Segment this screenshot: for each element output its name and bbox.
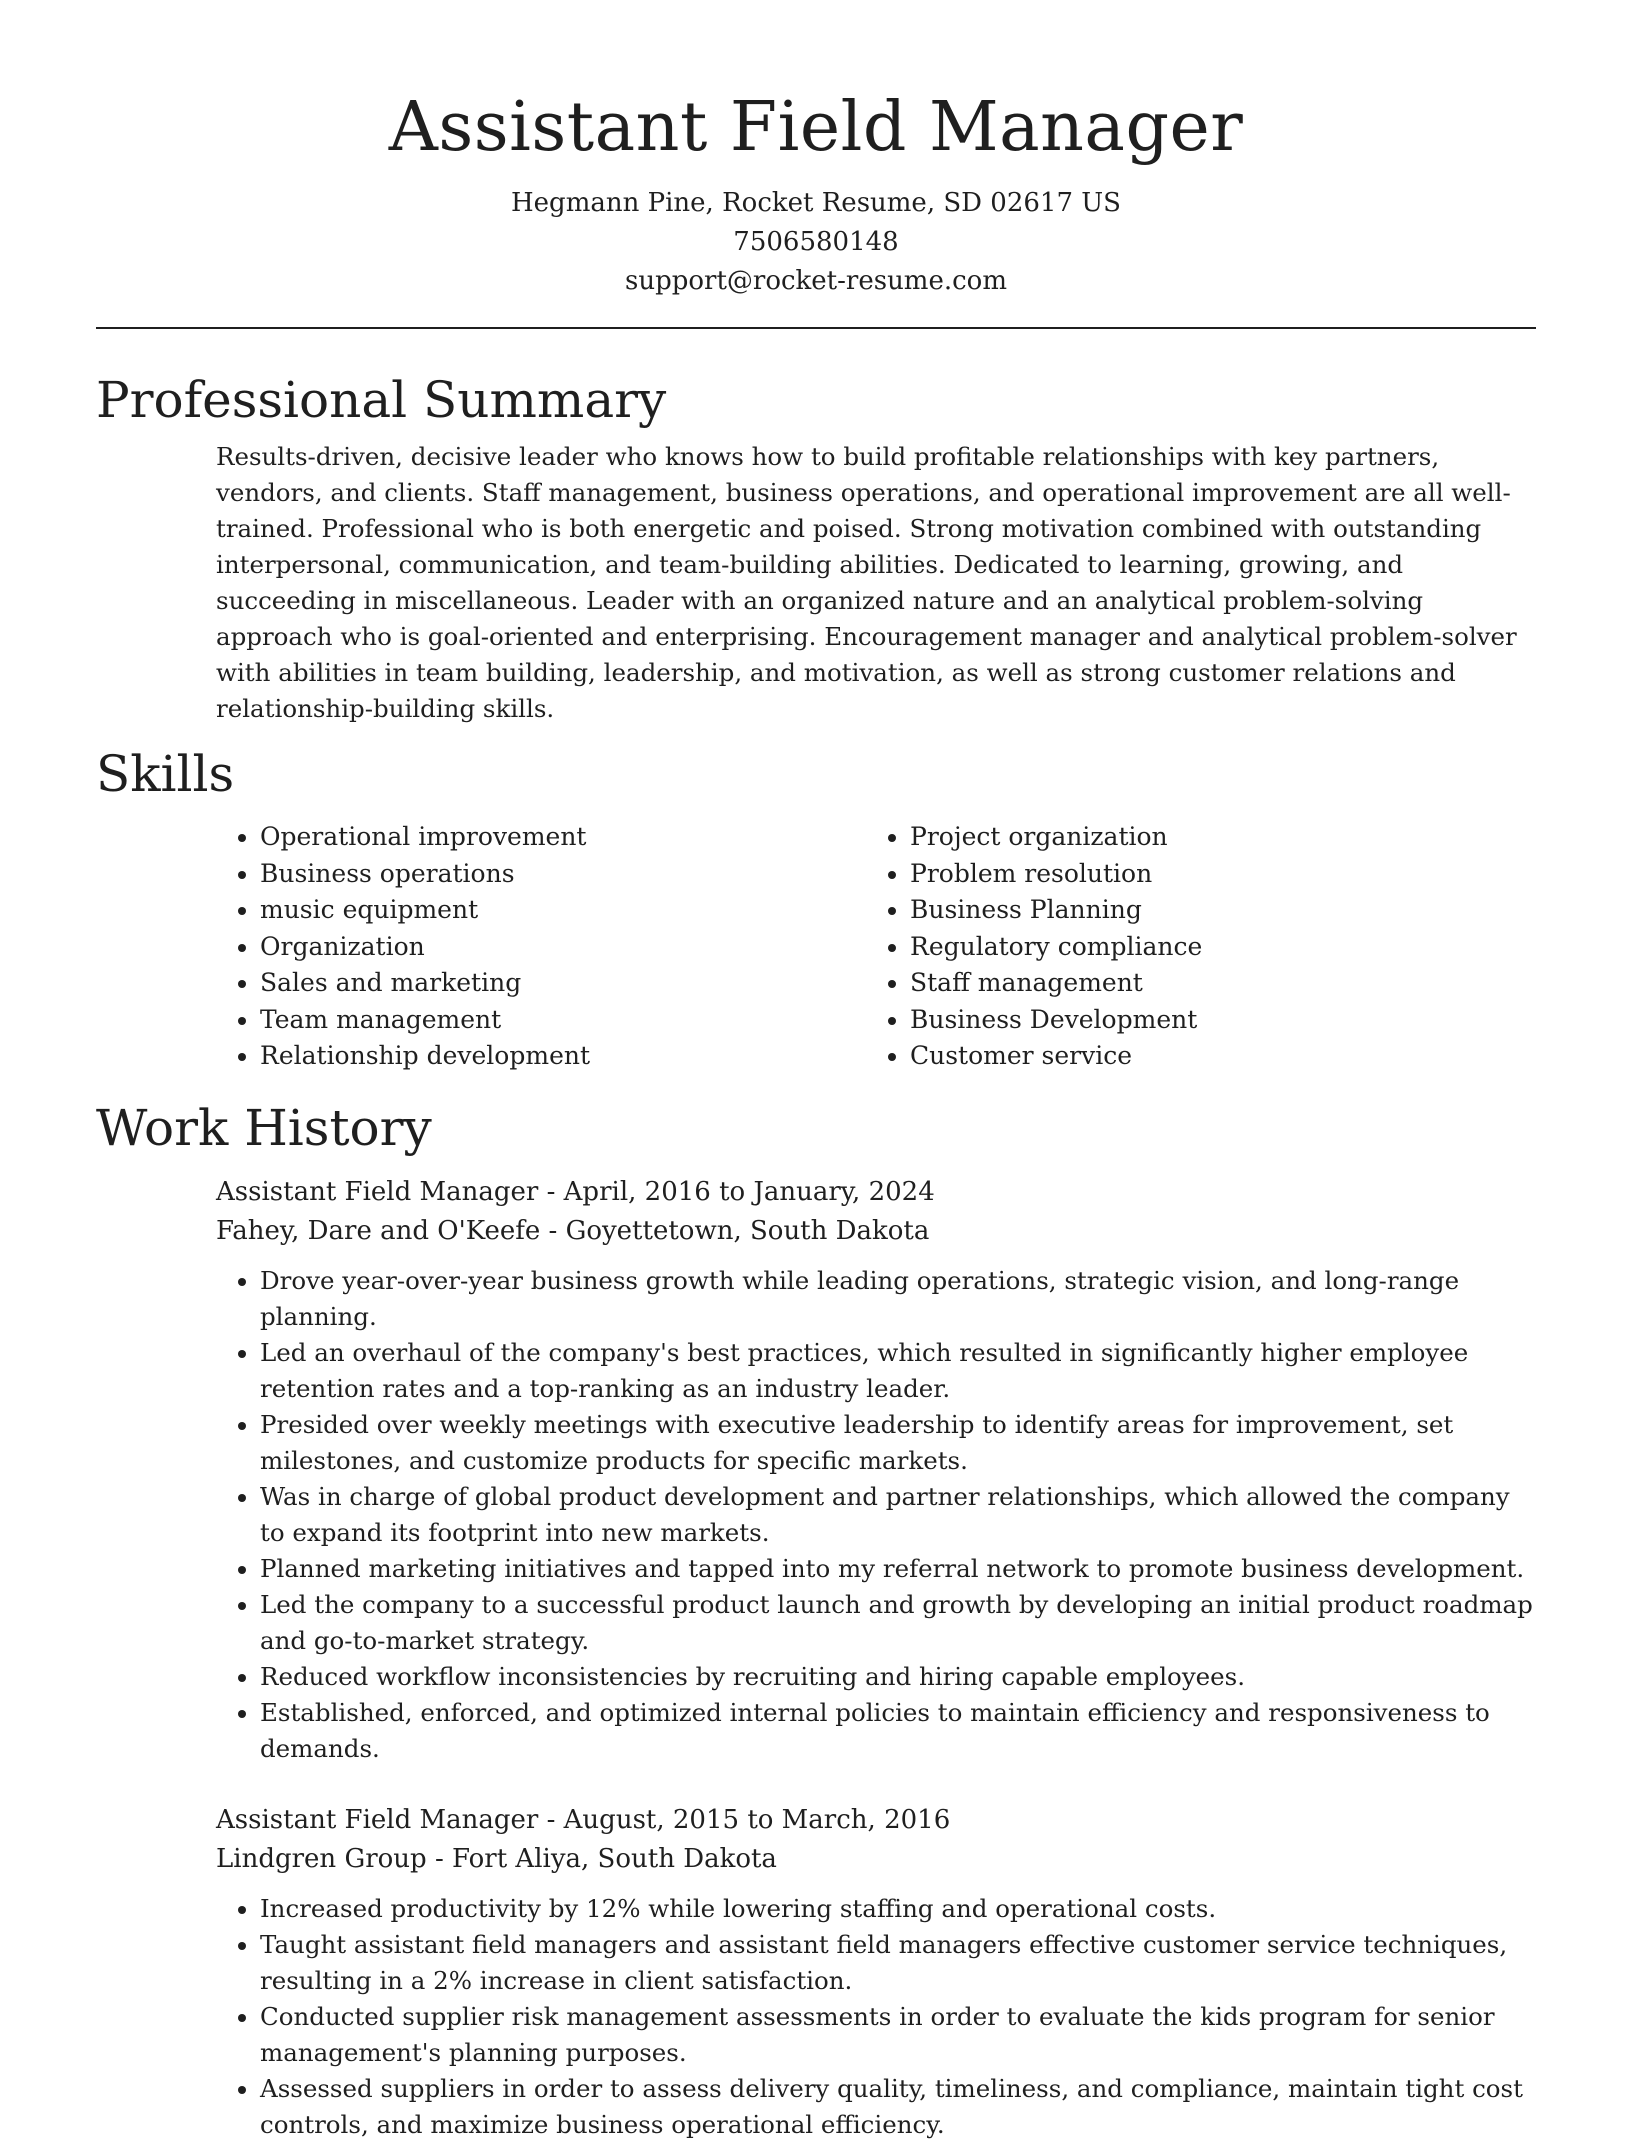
job-bullet: • Established, enforced, and optimized internal policies to maintain efficiency and responsiveness to demands. — [260, 1695, 1536, 1767]
skill-item: • Business operations — [260, 856, 866, 893]
job-bullet: • Drove year-over-year business growth while leading operations, strategic vision, and long-range planning. — [260, 1263, 1536, 1335]
skills-heading: Skills — [96, 745, 235, 803]
job-bullet: • Increased productivity by 12% while lowering staffing and operational costs. — [260, 1891, 1536, 1927]
header-divider — [96, 327, 1536, 329]
skills-column-left — [216, 819, 866, 1075]
job-bullet: • Assessed suppliers in order to assess delivery quality, timeliness, and compliance, maintain tight cost controls, and maximize business operational efficiency. — [260, 2071, 1536, 2143]
contact-email: support@rocket-resume.com — [624, 266, 1007, 296]
job-separator: - — [540, 1215, 566, 1246]
job-title-line — [216, 1173, 1536, 1212]
job-bullet: • Conducted supplier risk management assessments in order to evaluate the kids program for senior management's planning purposes. — [260, 1999, 1536, 2071]
job-bullet: • Presided over weekly meetings with executive leadership to identify areas for improvement, set milestones, and customize products for specific markets. — [260, 1407, 1536, 1479]
skill-item: • Business Development — [910, 1002, 1202, 1039]
job-title: Assistant Field Manager — [216, 1176, 539, 1207]
job-separator: - — [538, 1804, 564, 1835]
contact-address: Hegmann Pine, Rocket Resume, SD 02617 US — [511, 188, 1121, 218]
job-location: Fort Aliya, South Dakota — [452, 1843, 777, 1874]
job-separator: - — [538, 1176, 564, 1207]
skill-item: • Regulatory compliance — [910, 929, 1202, 966]
job-entry — [216, 1801, 1536, 2143]
job-bullet: • Led an overhaul of the company's best practices, which resulted in significantly higher employee retention rates and a top-ranking as an industry leader. — [260, 1335, 1536, 1407]
skill-item: • music equipment — [260, 892, 866, 929]
job-dates: August, 2015 to March, 2016 — [563, 1804, 951, 1835]
skill-item: • Project organization — [910, 819, 1202, 856]
job-title-line — [216, 1801, 1536, 1840]
skills-list — [216, 819, 1536, 1075]
job-bullet: • Was in charge of global product development and partner relationships, which allowed the company to expand its footprint into new markets. — [260, 1479, 1536, 1551]
resume-name: Assistant Field Manager — [388, 88, 1244, 167]
job-bullets — [216, 1891, 1536, 2143]
skills-column-right — [866, 819, 1202, 1075]
job-bullet: • Reduced workflow inconsistencies by recruiting and hiring capable employees. — [260, 1659, 1536, 1695]
work-history-heading: Work History — [96, 1098, 432, 1157]
skill-item: • Problem resolution — [910, 856, 1202, 893]
job-bullet: • Taught assistant field managers and assistant field managers effective customer service techniques, resulting in a 2% increase in client satisfaction. — [260, 1927, 1536, 1999]
resume-page — [96, 0, 1536, 2139]
contact-block — [96, 184, 1536, 301]
job-bullet: • Planned marketing initiatives and tapped into my referral network to promote business development. — [260, 1551, 1536, 1587]
job-company-line — [216, 1840, 1536, 1879]
job-dates: April, 2016 to January, 2024 — [563, 1176, 935, 1207]
job-location: Goyettetown, South Dakota — [565, 1215, 930, 1246]
job-bullet: • Led the company to a successful product launch and growth by developing an initial product roadmap and go-to-market strategy. — [260, 1587, 1536, 1659]
job-company: Fahey, Dare and O'Keefe — [216, 1215, 541, 1246]
skill-item: • Customer service — [910, 1038, 1202, 1075]
job-bullets — [216, 1263, 1536, 1767]
skill-item: • Staff management — [910, 965, 1202, 1002]
skill-item: • Relationship development — [260, 1038, 866, 1075]
skill-item: • Team management — [260, 1002, 866, 1039]
skill-item: • Operational improvement — [260, 819, 866, 856]
contact-phone: 7506580148 — [733, 227, 899, 257]
skill-item: • Organization — [260, 929, 866, 966]
skill-item: • Business Planning — [910, 892, 1202, 929]
job-company-line — [216, 1212, 1536, 1251]
summary-heading: Professional Summary — [96, 371, 667, 429]
job-entry — [216, 1173, 1536, 1767]
job-title: Assistant Field Manager — [216, 1804, 539, 1835]
skill-item: • Sales and marketing — [260, 965, 866, 1002]
job-separator: - — [426, 1843, 453, 1874]
job-company: Lindgren Group — [216, 1843, 427, 1874]
summary-text: Results-driven, decisive leader who knows how to build profitable relationships with key partners, vendors, and clients. Staff management, business operations, and operational improvement are all well-trained. Professional who is both energetic and poised. Strong motivation combined with outstanding interpersonal, communication, and team-building abilities. Dedicated to learning, growing, and succeeding in miscellaneous. Leader with an organized nature and an analytical problem-solving approach who is goal-oriented and enterprising. Encouragement manager and analytical problem-solver with abilities in team building, leadership, and motivation, as well as strong customer relations and relationship-building skills. — [216, 442, 1517, 723]
